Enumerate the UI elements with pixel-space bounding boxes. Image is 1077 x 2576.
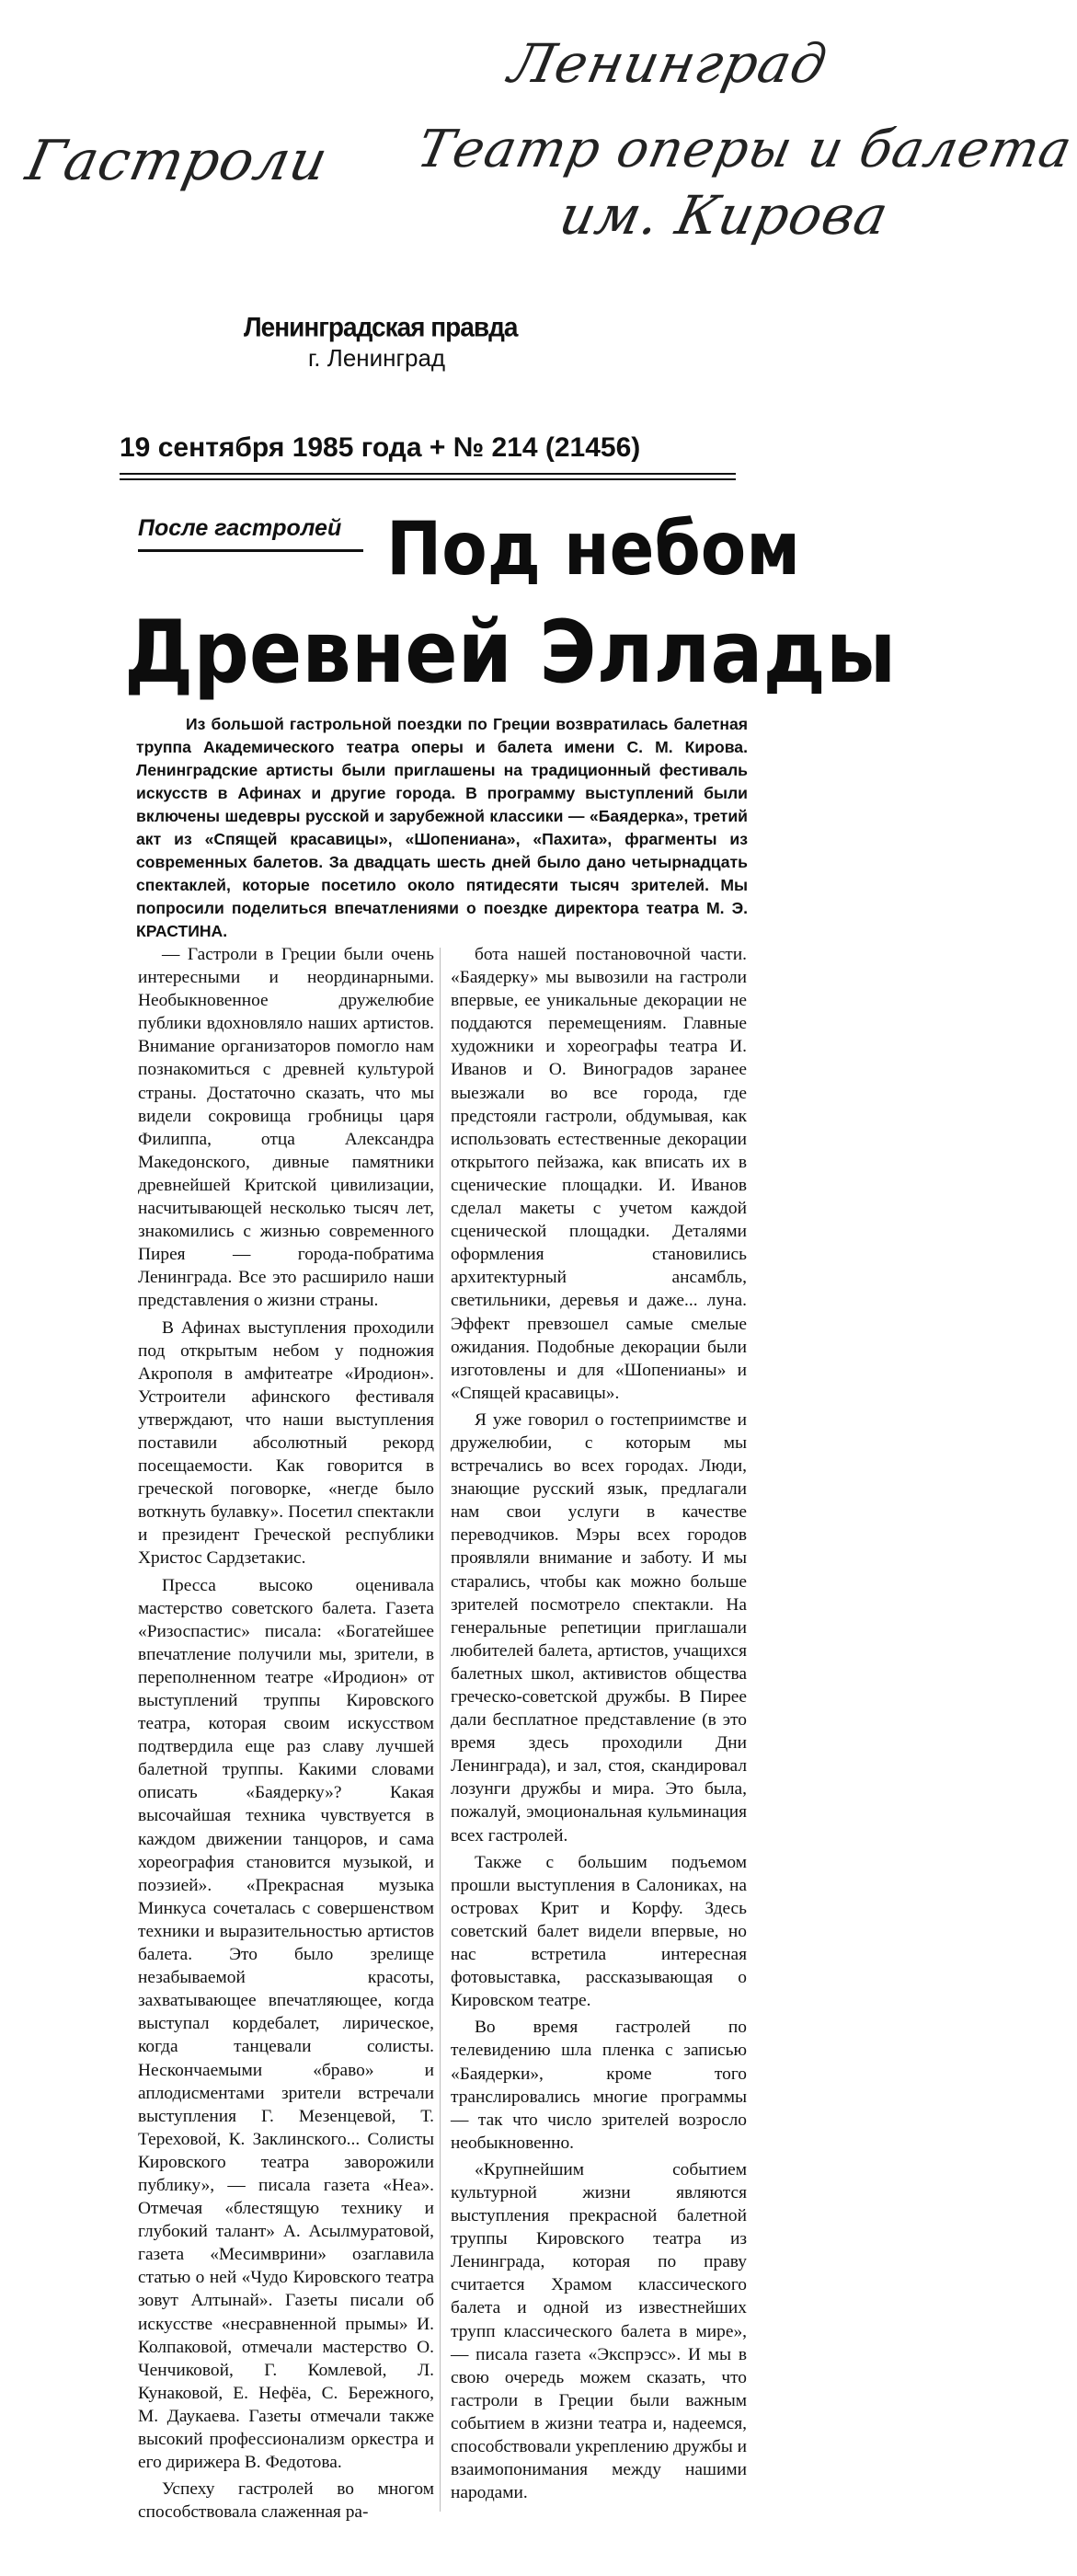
paragraph: В Афинах выступления проходили под открытым небом у подножия Акрополя в амфитеатре «Иродион». Устроители афинского фестиваля утверждают, что наши выступления поставили абсолютный рекорд посещаемости. Как говорится в греческой поговорке, «негде было воткнуть булавку». Посетил спектакли и президент Греческой республики Христос Сардзетакис. (138, 1317, 434, 1569)
paragraph: «Крупнейшим событием культурной жизни являются выступления прекрасной балетной труппы Кировского театра из Ленинграда, которая по праву считается Храмом классического балета и одной из известнейших трупп классического балета в мире», — писала газета «Экспрэсс». И мы в свою очередь можем сказать, что гастроли в Греции были важным событием в жизни театра и, надеемся, способствовали укреплению дружбы и взаимопонимания между нашими народами. (451, 2159, 747, 2503)
paragraph: — Гастроли в Греции были очень интересными и неординарными. Необыкновенное дружелюбие публики вдохновляло наших артистов. Внимание организаторов помогло нам познакомиться с древней культурой страны. Достаточно сказать, что мы видели сокровища гробницы царя Филиппа, отца Александра Македонского, дивные памятники древнейшей Критской цивилизации, насчитывающей несколько тысяч лет, знакомились с жизнью современного Пирея — города-побратима Ленинграда. Все это расширило наши представления о жизни страны. (138, 945, 434, 1311)
dateline (120, 432, 736, 464)
handwritten-note-city: Ленинград (503, 32, 833, 95)
handwritten-note-theatre: Театр оперы и балета (412, 120, 1077, 179)
dateline-rule (120, 478, 736, 480)
dateline-text: 19 сентября 1985 года + № 214 (21456) (120, 432, 641, 463)
paragraph: Пресса высоко оценивала мастерство советского балета. Газета «Ризоспастис» писала: «Богатейшее впечатление получили мы, зрители, в переполненном театре «Иродион» от выступлений труппы Кировского театра, которая своим искусством подтвердила еще раз славу лучшей балетной труппы. Какими словами описать «Баядерку»? Какая высочайшая техника чувствуется в каждом движении танцоров, и сама хореография становится музыкой, и поэзией». «Прекрасная музыка Минкуса сочеталась с совершенством техники и выразительностью артистов балета. Это было зрелище незабываемой красоты, захватывающее впечатляющее, когда выступал кордебалет, лирическое, когда танцевали солисты. Нескончаемыми «браво» и аплодисментами зрители встречали выступления Г. Мезенцевой, Т. Тереховой, К. Заклинского... Солисты Кировского театра заворожили публику», — писала газета «Неа». Отмечая «блестящую технику и глубокий талант» А. Асылмуратовой, газета «Месимврини» озаглавила статью о ней «Чудо Кировского театра зовут Алтынай». Газеты писали об искусстве «несравненной прымы» И. Колпаковой, отмечали мастерство О. Ченчиковой, Г. Комлевой, Л. Кунаковой, Е. Нефёа, С. Бережного, М. Даукаева. Газеты отмечали также высокий профессионализм оркестра и его дирижера В. Федотова. (138, 1575, 434, 2473)
paragraph: Также с большим подъемом прошли выступления в Салониках, на островах Крит и Корфу. Здесь советский балет видели впервые, но нас встретила интересная фотовыставка, рассказывающая о Кировском театре. (451, 1852, 747, 2011)
paragraph: Я уже говорил о гостеприимстве и дружелюбии, с которым мы встречались во всех городах. Люди, знающие русский язык, предлагали нам свои услуги в качестве переводчиков. Мэры всех городов проявляли внимание и заботу. И мы старались, чтобы как можно больше зрителей посмотрело спектакли. На генеральные репетиции приглашали любителей балета, артистов, учащихся балетных школ, активистов общества греческо-советской дружбы. В Пирее дали бесплатное представление (в это время здесь проходили Дни Ленинграда), и зал, стоя, скандировал лозунги дружбы и мира. Это была, пожалуй, эмоциональная кульминация всех гастролей. (451, 1409, 747, 1846)
newspaper-city: г. Ленинград (308, 344, 446, 372)
article-column-right (451, 943, 747, 2508)
headline-line-2: Древней Эллады (124, 603, 897, 703)
article-column-left (138, 943, 434, 2527)
paragraph: Во время гастролей по телевидению шла пленка с записью «Баядерки», кроме того транслировались многие программы — так что число зрителей возросло необыкновенно. (451, 2018, 747, 2153)
rubric: После гастролей (138, 515, 363, 552)
newspaper-masthead (244, 313, 547, 373)
lead-paragraph: Из большой гастрольной поездки по Греции возвратилась балетная труппа Академического театра оперы и балета имени С. М. Кирова. Ленинградские артисты были приглашены на традиционный фестиваль искусств в Афинах и другие города. В программу выступлений были включены шедевры русской и зарубежной классики — «Баядерка», третий акт из «Спящей красавицы», «Шопениана», «Пахита», фрагменты из современных балетов. За двадцать шесть дней было дано четырнадцать спектаклей, которые посетило около пятидесяти тысяч зрителей. Мы попросили поделиться впечатлениями о поездке директора театра М. Э. КРАСТИНА. (136, 715, 748, 940)
dateline-rule (120, 473, 736, 475)
newspaper-name: Ленинградская правда (244, 312, 518, 342)
paragraph: Успеху гастролей во многом способствовала слаженная ра- (138, 2479, 434, 2523)
handwritten-note-left: Гастроли (20, 129, 334, 193)
column-divider (440, 948, 441, 2512)
handwritten-note-kirov: им. Кирова (554, 184, 895, 247)
headline-line-1: Под небом (386, 506, 801, 592)
paragraph: бота нашей постановочной части. «Баядерку» мы вывозили на гастроли впервые, ее уникальные декорации не поддаются перемещениям. Главные художники и хореографы театра И. Иванов и О. Виноградов заранее выезжали во все города, где предстояли гастроли, обдумывая, как использовать естественные декорации открытого пейзажа, как вписать их в сценические площадки. И. Иванов сделал макеты с учетом каждой сценической площадки. Деталями оформления становились архитектурный ансамбль, светильники, деревья и даже... луна. Эффект превзошел самые смелые ожидания. Подобные декорации были изготовлены и для «Шопенианы» и «Спящей красавицы». (451, 945, 747, 1403)
